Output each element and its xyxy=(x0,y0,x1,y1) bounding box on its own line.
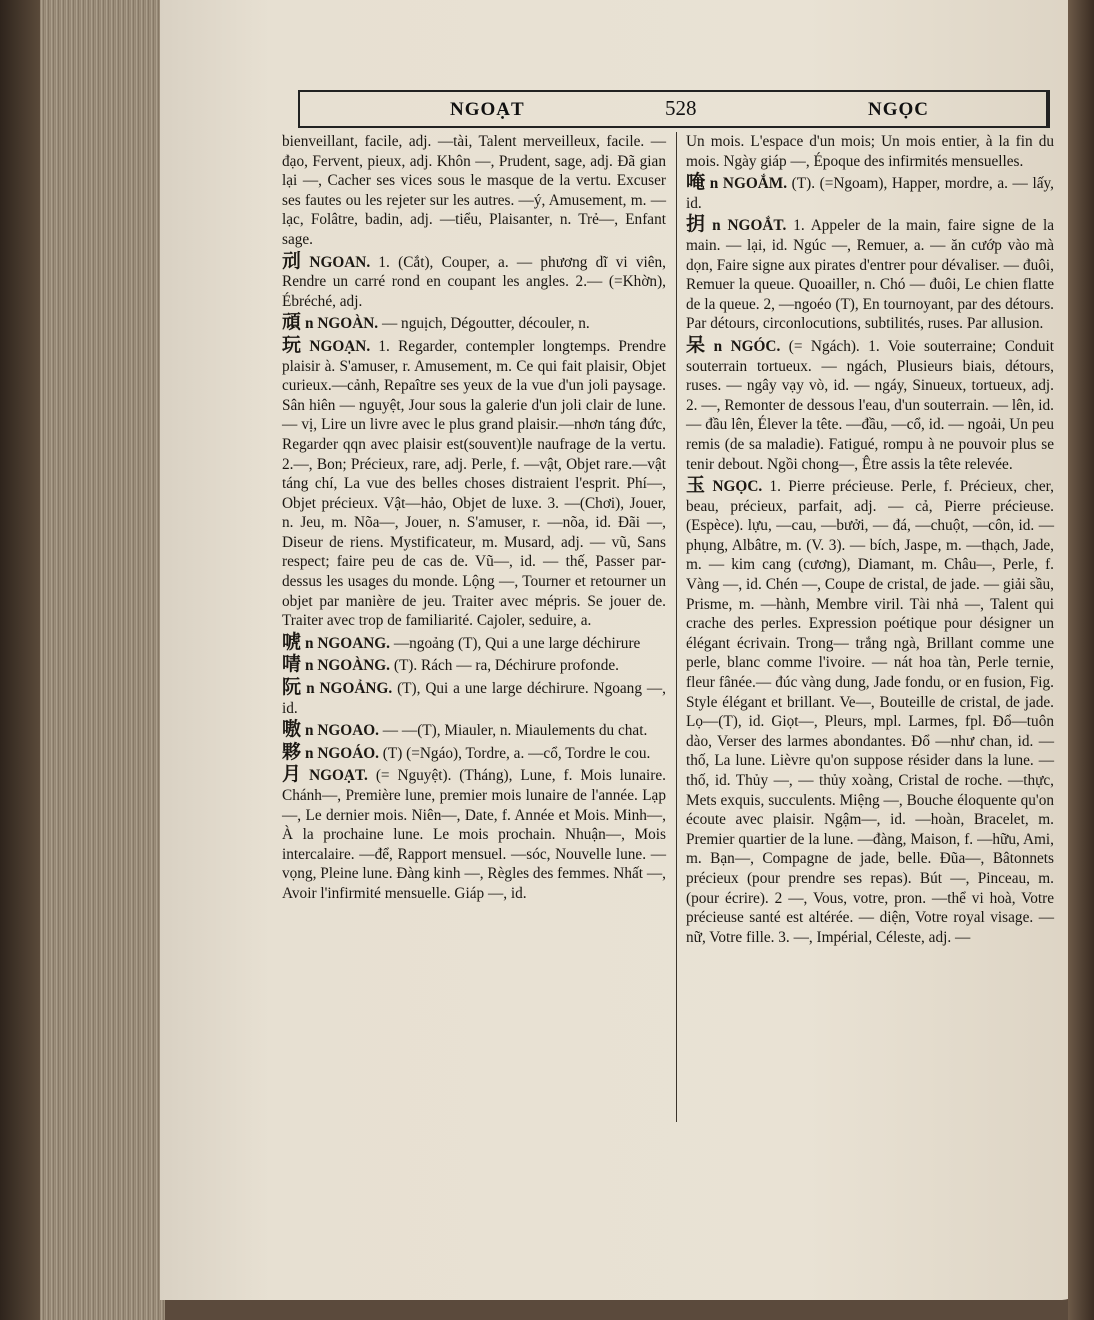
entry-definition: (T). (=Ngoam), Happer, mordre, a. — lấy, id. xyxy=(686,175,1054,212)
dictionary-entry xyxy=(686,476,1054,947)
entry-headword: n NGÓC. xyxy=(713,337,781,355)
dictionary-entry xyxy=(282,743,666,764)
entry-character: 夥 xyxy=(282,741,302,763)
entry-headword: n NGOẢNG. xyxy=(306,680,393,698)
entry-character: 呆 xyxy=(686,334,710,356)
entry-headword: NGOẠN. xyxy=(309,337,371,355)
entry-headword: n NGOÀN. xyxy=(305,315,379,333)
column-divider xyxy=(676,132,677,1122)
entry-character: 嗷 xyxy=(282,719,302,741)
entry-character: 刓 xyxy=(282,250,306,272)
entry-definition: — nguịch, Dégoutter, découler, n. xyxy=(381,315,590,333)
dictionary-entry xyxy=(282,633,666,654)
entry-definition: 1. Appeler de la main, faire signe de la main. — lại, id. Ngúc —, Remuer, a. — ăn cướp vào mà dọn, Faire signe aux pirates d'entrer pour dévaliser. — đuôi, Remuer la queue. Quoailler, n. Chó — đuôi, Le chien flatte de la queue. 2, —ngoéo (T), En tournoyant, par des détours. Par détours, circonlocutions, subtilités, ruses. Par allusion. xyxy=(686,217,1054,333)
entry-definition: (= Nguyệt). (Tháng), Lune, f. Mois lunaire. Chánh—, Première lune, premier mois lunaire de l'année. Lạp—, Le dernier mois. Niên—, Date, f. Année et Mois. Minh—, À la prochaine lune. Le mois prochain. Nhuận—, Mois intercalaire. —để, Rapport mensuel. —sóc, Nouvelle lune. — vọng, Pleine lune. Đàng kinh —, Règles des femmes. Nhất —, Avoir l'infirmité mensuelle. Giáp —, id. xyxy=(282,767,666,902)
entry-character: 抈 xyxy=(686,214,709,236)
entry-definition: (T) (=Ngáo), Tordre, a. —cổ, Tordre le cou. xyxy=(382,744,651,762)
dictionary-entry xyxy=(282,765,666,903)
dictionary-entry xyxy=(282,132,666,250)
entry-definition: —ngoảng (T), Qui a une large déchirure xyxy=(393,634,641,652)
left-column xyxy=(282,132,666,906)
entry-definition: 1. Pierre précieuse. Perle, f. Précieux, cher, beau, précieux, parfait, adj. — cả, Pierre précieuse. (Espèce). lựu, —cau, —bưởi, — đá, —chuột, —côn, id. —phụng, Albâtre, m. (V. 3). — bích, Jaspe, m. —thạch, Jade, m. — kim cang (cương), Diamant, m. Châu—, Perle, f. Vàng —, id. Chén —, Coupe de cristal, de jade. — giải sầu, Prisme, m. —hành, Membre viril. Tài nhả —, Talent qui crache des perles. Expression poétique pour désigner un élégant écrivain. Trong— trắng ngà, Brillant comme une perle, blanc comme l'ivoire. — nát hoa tàn, Perle ternie, fleur fânée.— đúc vàng dung, Jade fondu, or en fusion, Fig. Style élégant et brillant. Ve—, Bouteille de cristal, de jade. Lọ—(T), id. Giọt—, Pleurs, mpl. Larmes, fpl. Đổ—tuôn dào, Verser des larmes abondantes. Đổ —như chan, id. — thố, La lune. Lièvre qu'on suppose résider dans la lune. — thố, id. Thủy —, — thủy xoàng, Cristal de roche. —thực, Mets exquis, succulents. Miệng —, Bouche éloquente qu'on écoute avec plaisir. Ngậm—, id. —hoàn, Bracelet, m. Premier quartier de la lune. —đàng, Maison, f. —hữu, Ami, m. Bạn—, Compagne de jade, belle. Đũa—, Bâtonnets précieux (pour prendre ses repas). Bút —, Pinceau, m. (pour écrire). 2 —, Vous, votre, pron. —thể vi hoà, Votre précieuse santé est altérée. — diện, Votre royal visage. — nữ, Votre fille. 3. —, Impérial, Céleste, adj. — xyxy=(686,478,1054,946)
dictionary-entry xyxy=(686,173,1054,213)
right-column xyxy=(686,132,1054,949)
dictionary-entry xyxy=(282,336,666,631)
book-cover-edge xyxy=(0,0,40,1320)
entry-definition: Un mois. L'espace d'un mois; Un mois entier, à la fin du mois. Ngày giáp —, Époque des infirmités mensuelles. xyxy=(686,133,1054,170)
entry-definition: (T). Rách — ra, Déchirure profonde. xyxy=(393,657,619,675)
dictionary-entry xyxy=(282,313,666,334)
dictionary-entry xyxy=(686,215,1054,334)
dictionary-entry xyxy=(282,678,666,718)
entry-definition: (T), Qui a une large déchirure. Ngoang —, id. xyxy=(282,680,666,717)
header-left-word: NGOẠT xyxy=(450,99,525,120)
entry-character: 玉 xyxy=(686,475,709,497)
entry-character: 阮 xyxy=(282,677,303,699)
entry-headword: n NGOAO. xyxy=(305,722,379,740)
dictionary-entry xyxy=(282,720,666,741)
entry-headword: n NGOẮM. xyxy=(709,175,788,193)
entry-character: 啨 xyxy=(282,654,302,676)
header-right-word: NGỌC xyxy=(868,99,929,120)
entry-headword: NGỌC. xyxy=(712,478,763,496)
entry-headword: n NGOANG. xyxy=(305,634,391,652)
entry-character: 玩 xyxy=(282,334,306,356)
dictionary-entry xyxy=(686,132,1054,171)
entry-character: 月 xyxy=(282,764,306,786)
page-header xyxy=(298,90,1050,128)
entry-headword: NGOAN. xyxy=(309,253,371,271)
dictionary-entry xyxy=(686,336,1054,474)
entry-definition: (= Ngách). 1. Voie souterraine; Conduit souterrain tortueux. — ngách, Plusieurs biais, détours, ruses. — ngây vạy vò, id. — ngáy, Sinueux, tortueux, adj. 2. —, Remonter de dessous l'eau, d'un souterrain. — lên, id. — đầu lên, Élever la tête. —đầu, —cổ, id. — ngoải, Un peu remis (de sa maladie). Fatigué, rompu à ne pouvoir plus se tenir debout. Ngồi chong—, Être assis la tête relevée. xyxy=(686,337,1054,473)
entry-headword: n NGOÀNG. xyxy=(305,657,391,675)
entry-headword: n NGOẮT. xyxy=(712,217,787,235)
entry-headword: n NGOÁO. xyxy=(305,744,379,762)
entry-definition: 1. Regarder, contempler longtemps. Prendre plaisir à. S'amuser, r. Amusement, m. Ce qui fait plaisir, Objet curieux.—cảnh, Repaître ses yeux de la vue d'un joli paysage. Sân hiên — nguyệt, Jour sous la galerie d'un joli clair de lune.— vị, Lire un livre avec le plus grand plaisir.—nhơn táng đức, Regarder qqn avec plaisir est(souvent)le naufrage de la vertu. 2.—, Bon; Précieux, rare, adj. Perle, f. —vật, Objet rare.—vật táng chí, La vue des belles choses distraient l'esprit. Phí—, Objet précieux. Vật—hảo, Objet de luxe. 3. —(Chơi), Jouer, n. Jeu, m. Nõa—, Jouer, n. S'amuser, r. —nõa, id. Đãi —, Diseur de riens. Mystificateur, m. Musard, adj. — vũ, Sans respect; faire peu de cas de. Vũ—, id. — thế, Passer par-dessus les usages du monde. Lộng —, Tourner et retourner un objet par manière de jeu. Traiter avec mépris. Se jouer de. Traiter avec trop de familiarité. Cajoler, seduire, a. xyxy=(282,337,666,630)
entry-character: 唬 xyxy=(282,631,302,653)
dictionary-entry xyxy=(282,252,666,312)
entry-definition: 1. (Cắt), Couper, a. — phương dĩ vi viên, Rendre un carré rond en coupant les angles. 2.— (=Khờn), Ébréché, adj. xyxy=(282,253,666,310)
page-number: 528 xyxy=(665,96,697,120)
entry-definition: bienveillant, facile, adj. —tài, Talent merveilleux, facile. — đạo, Fervent, pieux, adj. Khôn —, Prudent, sage, adj. Đã gian lại —, Cacher ses vices sous le masque de la vertu. Excuser ses fautes ou les rejeter sur les autres. —ý, Amusement, m. — lạc, Folâtre, badin, adj. —tiểu, Plaisanter, n. Trẻ—, Enfant sage. xyxy=(282,133,666,248)
entry-headword: NGOẠT. xyxy=(309,767,368,785)
entry-character: 頑 xyxy=(282,312,302,334)
dictionary-entry xyxy=(282,655,666,676)
entry-character: 唵 xyxy=(686,172,706,194)
entry-definition: — —(T), Miauler, n. Miaulements du chat. xyxy=(382,722,648,740)
binding-shadow xyxy=(1068,0,1094,1320)
